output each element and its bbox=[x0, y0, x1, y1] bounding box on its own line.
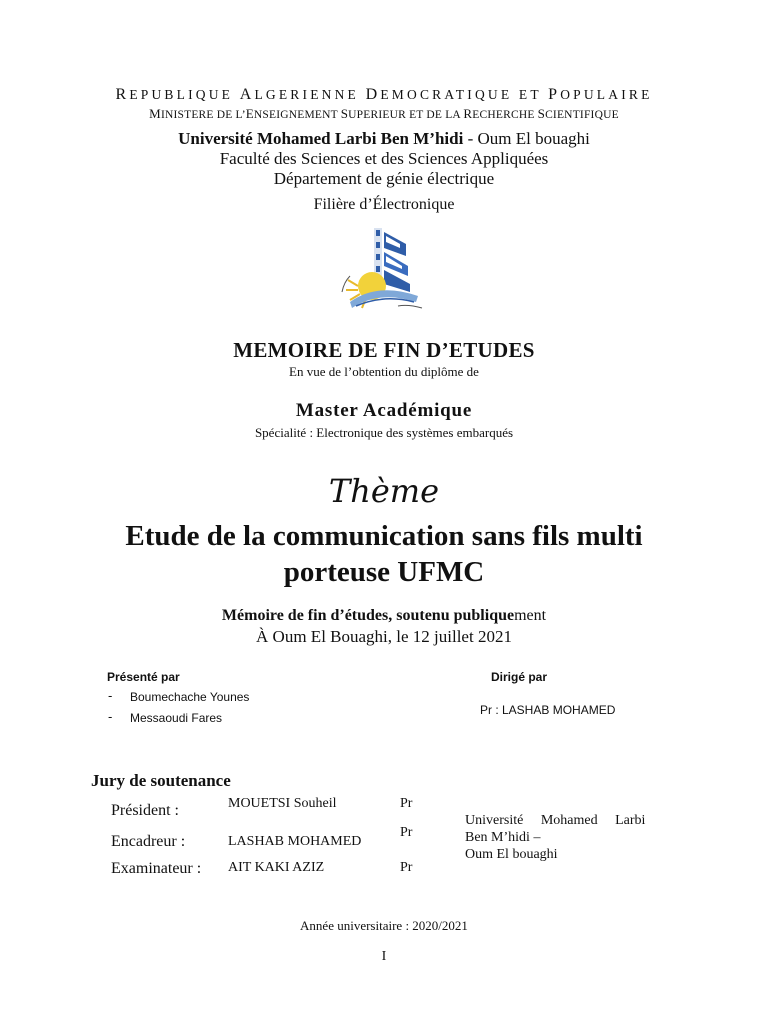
soutenance-line bbox=[0, 607, 768, 625]
dirige-label: Dirigé par bbox=[491, 670, 548, 684]
presente-label: Présenté par bbox=[107, 670, 180, 684]
university-logo bbox=[328, 222, 434, 316]
cap-letter: M bbox=[149, 106, 161, 121]
jury-role: Président : bbox=[111, 802, 179, 819]
institution-line: Université Mohamed Larbi bbox=[465, 813, 646, 828]
student-name: Boumechache Younes bbox=[130, 690, 250, 704]
republique-part: EMOCRATIQUE ET bbox=[380, 87, 542, 102]
cap-letter: R bbox=[115, 86, 130, 103]
institution-line: Ben M’hidi – bbox=[465, 830, 541, 845]
director-name: Pr : LASHAB MOHAMED bbox=[480, 703, 616, 717]
universite-line bbox=[0, 129, 768, 149]
institution-line: Oum El bouaghi bbox=[465, 847, 558, 862]
ministere-part: UPERIEUR ET DE LA bbox=[348, 109, 464, 121]
ministere-part: NSEIGNEMENT bbox=[253, 109, 341, 121]
cap-letter: P bbox=[548, 86, 561, 103]
cap-letter: E bbox=[245, 106, 254, 121]
thesis-title-line1: Etude de la communication sans fils multi bbox=[125, 520, 643, 552]
theme-label: Thème bbox=[328, 472, 440, 510]
jury-grade: Pr bbox=[400, 796, 413, 811]
republique-part: LGERIENNE bbox=[254, 87, 359, 102]
soutenance-date: À Oum El Bouaghi, le 12 juillet 2021 bbox=[256, 627, 512, 646]
cap-letter: S bbox=[537, 106, 546, 121]
universite-city: - Oum El bouaghi bbox=[463, 129, 590, 148]
faculte: Faculté des Sciences et des Sciences Appliquées bbox=[219, 149, 549, 168]
page-number: I bbox=[381, 949, 387, 964]
republique-part: EPUBLIQUE bbox=[129, 87, 234, 102]
filiere: Filière d’Électronique bbox=[313, 196, 455, 213]
jury-member-name: AIT KAKI AZIZ bbox=[228, 860, 325, 875]
memoire-title: MEMOIRE DE FIN D’ETUDES bbox=[233, 338, 535, 362]
jury-institution bbox=[465, 812, 645, 863]
cap-letter: R bbox=[463, 106, 473, 121]
cap-letter: S bbox=[340, 106, 349, 121]
departement: Département de génie électrique bbox=[273, 169, 495, 188]
ministere-line bbox=[0, 106, 768, 122]
cap-letter: D bbox=[365, 86, 381, 103]
jury-title: Jury de soutenance bbox=[91, 771, 231, 790]
list-dash: - bbox=[108, 688, 113, 703]
student-name: Messaoudi Fares bbox=[130, 711, 223, 725]
jury-member-name: LASHAB MOHAMED bbox=[228, 834, 362, 849]
jury-grade: Pr bbox=[400, 860, 413, 875]
memoire-subtitle: En vue de l’obtention du diplôme de bbox=[289, 364, 479, 379]
soutenance-rest: ment bbox=[514, 607, 547, 624]
soutenance-bold: Mémoire de fin d’études, soutenu publique bbox=[221, 607, 515, 624]
list-dash: - bbox=[108, 709, 113, 724]
jury-grade: Pr bbox=[400, 825, 413, 840]
ministere-part: CIENTIFIQUE bbox=[545, 109, 619, 121]
annee-universitaire: Année universitaire : 2020/2021 bbox=[300, 918, 468, 933]
republique-line bbox=[0, 86, 768, 104]
ministere-part: ECHERCHE bbox=[472, 109, 538, 121]
specialite: Spécialité : Electronique des systèmes embarqués bbox=[254, 425, 514, 440]
thesis-title-line2: porteuse UFMC bbox=[283, 556, 485, 588]
jury-role: Encadreur : bbox=[111, 833, 186, 850]
jury-role: Examinateur : bbox=[111, 860, 202, 877]
cap-letter: A bbox=[239, 86, 255, 103]
diplome: Master Académique bbox=[295, 400, 473, 421]
universite-name: Université Mohamed Larbi Ben M’hidi bbox=[178, 129, 464, 148]
jury-member-name: MOUETSI Souheil bbox=[228, 796, 337, 811]
ministere-part: INISTERE DE L’ bbox=[160, 109, 246, 121]
republique-part: OPULAIRE bbox=[560, 87, 653, 102]
